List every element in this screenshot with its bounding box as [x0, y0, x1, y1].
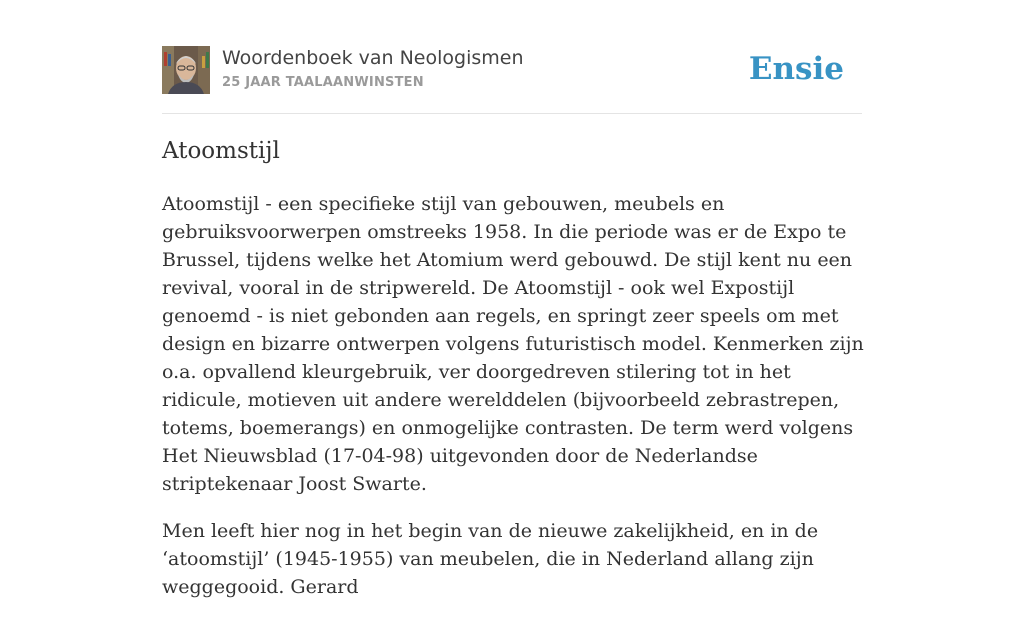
avatar-image: [162, 46, 210, 94]
author-subtitle: 25 JAAR TAALAANWINSTEN: [222, 75, 424, 90]
brand-logo[interactable]: Ensie: [748, 51, 844, 87]
divider: [162, 113, 862, 114]
article-paragraph: Atoomstijl - een specifieke stijl van gebouwen, meubels en gebruiksvoorwerpen omstreeks 1958. In die periode was er de Expo te Brussel, tijdens welke het Atomium werd gebouwd. De stijl kent nu een revival, vooral in de stripwereld. De Atoomstijl - ook wel Expostijl genoemd - is niet gebonden aan regels, en springt zeer speels om met design en bizarre ontwerpen volgens futuristisch model. Kenmerken zijn o.a. opvallend kleurgebruik, ver doorgedreven stilering tot in het ridicule, motieven uit andere werelddelen (bijvoorbeeld zebrastrepen, totems, boemerangs) en onmogelijke contrasten. De term werd volgens Het Nieuwsblad (17-04-98) uitgevonden door de Nederlandse striptekenaar Joost Swarte.: [162, 193, 864, 495]
article-body: [162, 190, 864, 620]
page-title: Atoomstijl: [162, 138, 280, 164]
article-paragraph: Men leeft hier nog in het begin van de nieuwe zakelijkheid, en in de ‘atoomstijl’ (1945-1955) van meubelen, die in Nederland allang zijn weggegooid. Gerard: [162, 520, 819, 598]
avatar[interactable]: [162, 46, 210, 94]
header: [162, 46, 862, 96]
author-name[interactable]: Woordenboek van Neologismen: [222, 47, 524, 69]
